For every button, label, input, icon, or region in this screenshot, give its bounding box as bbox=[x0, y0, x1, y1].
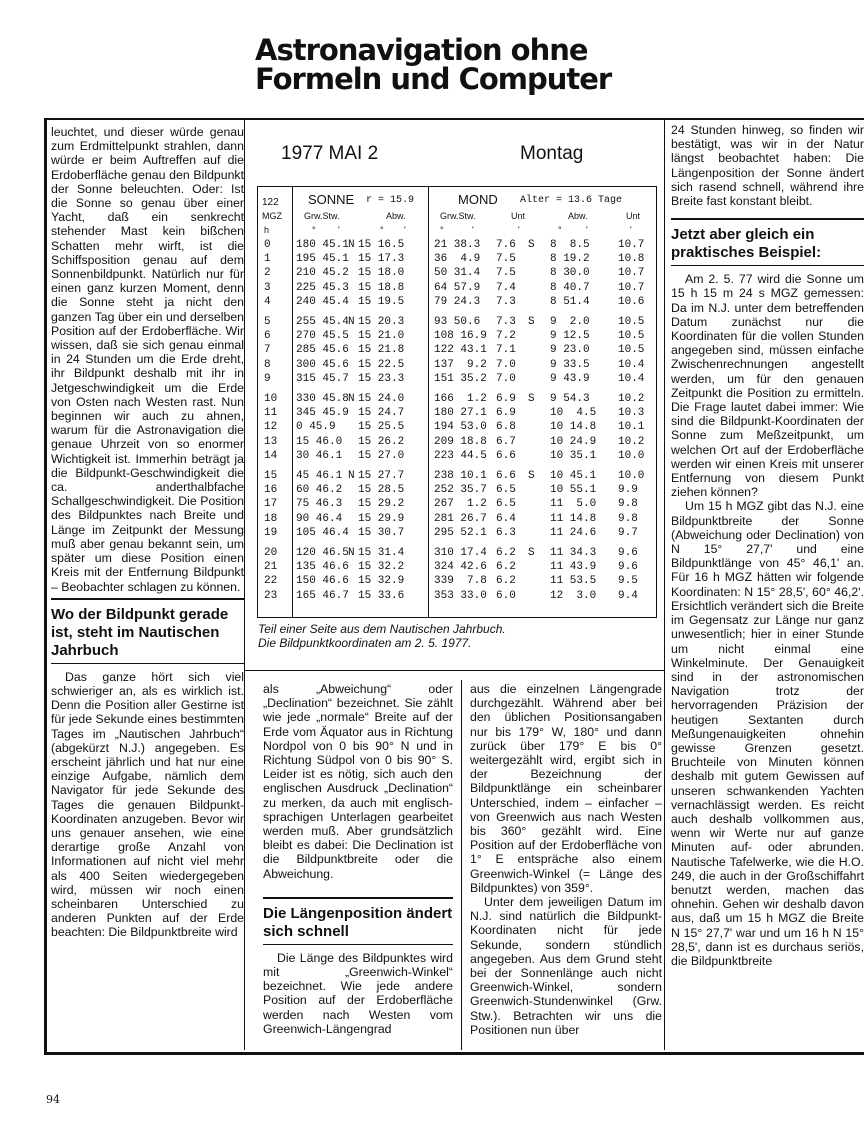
cell-sun-grw: 270 45.5 bbox=[296, 330, 349, 343]
moon-grw-header: Grw.Stw. bbox=[440, 211, 476, 221]
column-5-paragraph-2: Am 2. 5. 77 wird die Sonne um 15 h 15 m 24 s MGZ gemessen: Da im N.J. unter dem betreffenden Datum zunächst nur die Koordinaten für die vollen Stunden angegeben sind, müssen einfache Zwischenrechnungen angestellt werden, um für den genauen Zeitpunkt die Position zu ermitteln. Die Frage lautet dabei immer: Wie sind die Bildpunkt-Koordinaten der Sonne zum Meßzeitpunkt, um welchen Ort auf der Erdoberfläche werden wir einen Kreis mit unserer Entfernung von diesem Punkt ziehen können? bbox=[671, 272, 864, 500]
cell-moon-grw: 151 35.2 bbox=[434, 372, 487, 385]
almanac-table bbox=[257, 186, 657, 618]
column-1-paragraph-1: leuchtet, und dieser würde genau zum Erdmittelpunkt strahlen, dann würde er beim Auftreffen auf die Erdoberfläche genau den Bildpunkt der Sonne beleuchten. Oder: Ist die Sonne so genau über einer Yacht, daß ein senkrecht stehender Mast kein bißchen Schatten mehr wirft, ist die Schiffsposition genau auf dem Sonnenbildpunkt. Natürlich nur für einen ganz kurzen Moment, denn die Sonne steht ja nicht den ganzen Tag über ein und derselben Position auf der Erdoberfläche. Wir wissen, daß sie sich genau einmal in 24 Stunden um die Erde dreht, ihr Bildpunkt deshalb mit ihr in Jetgeschwindigkeit um die Erde von Osten nach Westen rast. Nun beginnen wir auch zu ahnen, warum für die Astronavigation die genaue Uhrzeit von so enormer Wichtigkeit ist. Immerhin beträgt ja die Bildpunkt-Geschwindigkeit die ca. anderthalbfache Schallgeschwindigkeit. Die Position des Bildpunktes nach Breite und Länge im Zeitpunkt der Messung muß aber genau bekannt sein, um später um diese Position einen Kreis mit der Entfernung Bildpunkt – Beobachter schlagen zu können. bbox=[51, 125, 244, 594]
cell-moon-unt: 6.8 bbox=[496, 421, 516, 434]
cell-hour: 9 bbox=[264, 372, 271, 385]
cell-moon-dec: 8 19.2 bbox=[550, 253, 590, 266]
page-number: 94 bbox=[46, 1093, 60, 1106]
cell-moon-grw: 21 38.3 bbox=[434, 239, 481, 251]
table-row bbox=[258, 282, 656, 296]
cell-moon-unt2: 9.5 bbox=[618, 575, 638, 588]
column-5-paragraph-1: 24 Stunden hinweg, so finden wir bestätigt, was wir in der Natur längst beobachtet haben: Die Längenposition der Sonne ändert sich rasend schnell, während ihre Breite fast konstant bleibt. bbox=[671, 123, 864, 209]
cell-sun-dec: 15 25.5 bbox=[358, 421, 405, 434]
cell-sun-grw: 135 46.6 bbox=[296, 561, 349, 574]
article-title bbox=[255, 33, 655, 96]
cell-sun-grw: 30 46.1 bbox=[296, 449, 343, 462]
table-row bbox=[258, 407, 656, 421]
cell-moon-dec: 10 45.1 bbox=[550, 470, 597, 482]
cell-hour: 2 bbox=[264, 267, 271, 280]
cell-moon-unt2: 10.5 bbox=[618, 330, 645, 343]
almanac-weekday: Montag bbox=[520, 143, 584, 164]
cell-sun-grw: 225 45.3 bbox=[296, 281, 349, 294]
cell-sun-grw: 0 45.9 bbox=[296, 421, 336, 434]
column-3-paragraph-2: Die Länge des Bildpunktes wird mit „Greenwich-Winkel“ bezeichnet. Wie jede andere Position auf der Erdoberfläche werden nach Westen vom Greenwich-Längengrad bbox=[263, 950, 453, 1036]
table-row bbox=[258, 561, 656, 575]
cell-hour: 23 bbox=[264, 589, 278, 602]
cell-moon-unt: 6.2 bbox=[496, 547, 516, 559]
cell-hour: 12 bbox=[264, 421, 278, 434]
cell-sun-dec: 15 16.5 bbox=[358, 239, 405, 251]
column-1-heading-box bbox=[51, 598, 244, 664]
cell-moon-grw: 137 9.2 bbox=[434, 358, 487, 371]
table-row bbox=[258, 450, 656, 464]
unit-h: h bbox=[264, 225, 270, 235]
cell-moon-unt: 7.0 bbox=[496, 372, 516, 385]
cell-moon-dec-sign: S bbox=[528, 316, 535, 328]
cell-moon-unt: 6.5 bbox=[496, 484, 516, 497]
caption-line-1: Teil einer Seite aus dem Nautischen Jahrbuch. bbox=[258, 622, 506, 636]
cell-moon-dec: 11 43.9 bbox=[550, 561, 597, 574]
cell-moon-unt: 7.2 bbox=[496, 330, 516, 343]
cell-moon-unt: 7.3 bbox=[496, 316, 516, 328]
cell-moon-dec: 11 53.5 bbox=[550, 575, 597, 588]
cell-moon-dec: 11 34.3 bbox=[550, 547, 597, 559]
column-5-heading: Jetzt aber gleich ein praktisches Beispiel: bbox=[671, 226, 822, 262]
cell-moon-unt: 6.6 bbox=[496, 449, 516, 462]
unit-deg-2: ° bbox=[380, 225, 384, 235]
cell-sun-grw: 195 45.1 bbox=[296, 253, 349, 266]
unit-min-2: ' bbox=[404, 225, 406, 235]
column-4 bbox=[470, 682, 662, 1037]
mgz-label: MGZ bbox=[262, 211, 282, 221]
cell-sun-dec: 15 27.7 bbox=[358, 470, 405, 482]
table-bottom-rule bbox=[244, 670, 664, 671]
table-row bbox=[258, 253, 656, 267]
cell-moon-unt2: 10.7 bbox=[618, 281, 645, 294]
cell-moon-unt2: 10.5 bbox=[618, 344, 645, 357]
cell-moon-unt: 6.9 bbox=[496, 407, 516, 420]
table-row bbox=[258, 344, 656, 358]
moon-unt-header: Unt bbox=[511, 211, 526, 221]
cell-hour: 10 bbox=[264, 393, 278, 405]
cell-moon-unt2: 9.7 bbox=[618, 526, 638, 539]
cell-hour: 4 bbox=[264, 295, 271, 308]
unit-min-6: ' bbox=[630, 225, 632, 235]
cell-moon-dec-sign: S bbox=[528, 470, 535, 482]
cell-hour: 20 bbox=[264, 547, 278, 559]
cell-moon-dec: 8 40.7 bbox=[550, 281, 590, 294]
cell-sun-dec: 15 18.8 bbox=[358, 281, 405, 294]
table-row bbox=[258, 267, 656, 281]
column-1-paragraph-2: Das ganze hört sich viel schwieriger an, als es wirklich ist. Denn die Position aller Gestirne ist für jede Sekunde eines bestimmten Tages im „Nautischen Jahrbuch“ (abgekürzt N.J.) angegeben. Es erscheint jährlich und hat nur eine einzige Aufgabe, nämlich dem Navigator für jede Sekunde des Tages die genauen Bildpunkt-Koordinaten anzugeben. Bevor wir uns genauer ansehen, wie eine derartige große Anzahl von Informationen auf nicht viel mehr als 400 Seiten wiedergegeben wird, müssen wir noch einen scheinbaren Unterschied zu anderen Punkten auf der Erde beachten: Die Bildpunktbreite wird bbox=[51, 669, 244, 940]
cell-moon-dec: 11 14.8 bbox=[550, 512, 597, 525]
cell-sun-grw: 120 46.5 bbox=[296, 547, 349, 559]
cell-sun-dec: 15 24.7 bbox=[358, 407, 405, 420]
cell-moon-unt2: 10.5 bbox=[618, 316, 645, 328]
cell-moon-dec: 11 24.6 bbox=[550, 526, 597, 539]
cell-sun-dec: 15 19.5 bbox=[358, 295, 405, 308]
cell-moon-dec: 8 51.4 bbox=[550, 295, 590, 308]
column-5 bbox=[671, 123, 864, 968]
column-3-heading: Die Längenposition ändert sich schnell bbox=[263, 904, 453, 940]
cell-sun-dec: 15 17.3 bbox=[358, 253, 405, 266]
table-row bbox=[258, 421, 656, 435]
table-row bbox=[258, 547, 656, 561]
cell-sun-dec: 15 30.7 bbox=[358, 526, 405, 539]
table-row bbox=[258, 470, 656, 484]
cell-moon-grw: 209 18.8 bbox=[434, 435, 487, 448]
cell-hour: 1 bbox=[264, 253, 271, 266]
sun-label: SONNE bbox=[308, 192, 355, 207]
cell-sun-dec-sign: N bbox=[348, 316, 355, 328]
unit-min-5: ' bbox=[586, 225, 588, 235]
cell-sun-dec: 15 26.2 bbox=[358, 435, 405, 448]
column-5-heading-box bbox=[671, 218, 864, 266]
cell-moon-unt2: 10.7 bbox=[618, 239, 645, 251]
cell-moon-grw: 281 26.7 bbox=[434, 512, 487, 525]
unit-min-1: ' bbox=[338, 225, 340, 235]
almanac-date: 1977 MAI 2 bbox=[281, 143, 379, 164]
cell-moon-dec: 9 54.3 bbox=[550, 393, 590, 405]
table-caption bbox=[258, 622, 658, 650]
cell-hour: 5 bbox=[264, 316, 271, 328]
cell-sun-grw: 90 46.4 bbox=[296, 512, 343, 525]
cell-sun-grw: 75 46.3 bbox=[296, 498, 343, 511]
cell-hour: 7 bbox=[264, 344, 271, 357]
column-4-paragraph-2: Unter dem jeweiligen Datum im N.J. sind natürlich die Bildpunkt-Koordinaten nicht für jede Sekunde, sondern stündlich angegeben. Aus dem Grund steht bei der Sonnenlänge auch nicht Greenwich-Winkel, sondern Greenwich-Stundenwinkel (Grw. Stw.). Betrachten wir uns die Positionen nun über bbox=[470, 895, 662, 1037]
cell-moon-unt2: 10.7 bbox=[618, 267, 645, 280]
table-row bbox=[258, 239, 656, 253]
sun-grw-header: Grw.Stw. bbox=[304, 211, 340, 221]
cell-sun-dec-sign: N bbox=[348, 547, 355, 559]
cell-moon-unt2: 9.8 bbox=[618, 512, 638, 525]
cell-moon-grw: 267 1.2 bbox=[434, 498, 487, 511]
table-row bbox=[258, 498, 656, 512]
unit-min-3: ' bbox=[472, 225, 474, 235]
column-rule-2 bbox=[664, 118, 665, 1050]
cell-moon-dec: 9 2.0 bbox=[550, 316, 590, 328]
cell-moon-grw: 310 17.4 bbox=[434, 547, 487, 559]
table-row bbox=[258, 330, 656, 344]
unit-deg-3: ° bbox=[440, 225, 444, 235]
cell-sun-dec: 15 27.0 bbox=[358, 449, 405, 462]
cell-moon-dec: 10 55.1 bbox=[550, 484, 597, 497]
column-3-paragraph-1: als „Abweichung“ oder „Declination“ bezeichnet. Sie zählt wie jede „normale“ Breite auf der Erde vom Äquator aus in Richtung Nordpol von 0 bis 90° N und in Richtung Südpol von 0 bis 90° S. Leider ist es nötig, sich auch den englischen Ausdruck „Declination“ zu merken, da auch mit englisch-sprachigen Unterlagen gearbeitet werden muß. Aber grundsätzlich bleibt es dabei: Die Declination ist die Bildpunktbreite oder die Abweichung. bbox=[263, 682, 453, 881]
cell-moon-grw: 93 50.6 bbox=[434, 316, 481, 328]
cell-hour: 6 bbox=[264, 330, 271, 343]
cell-moon-grw: 324 42.6 bbox=[434, 561, 487, 574]
cell-moon-grw: 108 16.9 bbox=[434, 330, 487, 343]
cell-moon-unt2: 9.8 bbox=[618, 498, 638, 511]
cell-sun-grw: 315 45.7 bbox=[296, 372, 349, 385]
cell-moon-dec: 9 12.5 bbox=[550, 330, 590, 343]
cell-hour: 16 bbox=[264, 484, 278, 497]
column-1-heading: Wo der Bildpunkt gerade ist, steht im Nautischen Jahrbuch bbox=[51, 605, 229, 659]
cell-moon-unt2: 10.0 bbox=[618, 449, 645, 462]
table-row bbox=[258, 296, 656, 310]
cell-moon-dec: 9 23.0 bbox=[550, 344, 590, 357]
unit-deg-4: ° bbox=[558, 225, 562, 235]
column-4-paragraph-1: aus die einzelnen Längengrade durchgezählt. Während aber bei den üblichen Positionsangaben nur bis 179° W, 180° und dann zurück über 179° E bis 0° weitergezählt wird, ergibt sich in der Bezeichnung der Bildpunktlänge ein scheinbarer Unterschied, indem – einfacher – von Greenwich aus nach Westen bis 360° gezählt wird. Eine Position auf der Erdoberfläche von 1° E entspräche also einem Greenwich-Winkel (= Länge des Bildpunktes) von 359°. bbox=[470, 682, 662, 895]
column-rule-3 bbox=[461, 680, 462, 1050]
cell-hour: 15 bbox=[264, 470, 278, 482]
table-row bbox=[258, 316, 656, 330]
cell-moon-dec: 10 14.8 bbox=[550, 421, 597, 434]
cell-hour: 3 bbox=[264, 281, 271, 294]
cell-moon-grw: 295 52.1 bbox=[434, 526, 487, 539]
cell-hour: 17 bbox=[264, 498, 278, 511]
unit-min-4: ' bbox=[518, 225, 520, 235]
cell-sun-dec-sign: N bbox=[348, 239, 355, 251]
cell-moon-grw: 180 27.1 bbox=[434, 407, 487, 420]
unit-deg-1: ° bbox=[312, 225, 316, 235]
cell-sun-dec: 15 18.0 bbox=[358, 267, 405, 280]
cell-moon-grw: 252 35.7 bbox=[434, 484, 487, 497]
cell-hour: 19 bbox=[264, 526, 278, 539]
cell-moon-unt2: 9.9 bbox=[618, 484, 638, 497]
cell-sun-grw: 180 45.1 bbox=[296, 239, 349, 251]
cell-moon-grw: 50 31.4 bbox=[434, 267, 481, 280]
cell-moon-unt: 7.5 bbox=[496, 267, 516, 280]
table-row bbox=[258, 359, 656, 373]
cell-sun-grw: 150 46.6 bbox=[296, 575, 349, 588]
cell-moon-unt2: 9.4 bbox=[618, 589, 638, 602]
moon-age: Alter = 13.6 Tage bbox=[520, 195, 623, 206]
cell-moon-dec: 11 5.0 bbox=[550, 498, 597, 511]
cell-sun-dec: 15 22.5 bbox=[358, 358, 405, 371]
cell-moon-dec: 8 30.0 bbox=[550, 267, 590, 280]
moon-unt2-header: Unt bbox=[626, 211, 641, 221]
cell-sun-grw: 285 45.6 bbox=[296, 344, 349, 357]
cell-moon-unt2: 10.2 bbox=[618, 435, 645, 448]
moon-label: MOND bbox=[458, 192, 498, 207]
cell-sun-grw: 345 45.9 bbox=[296, 407, 349, 420]
cell-moon-dec: 10 35.1 bbox=[550, 449, 597, 462]
cell-moon-dec: 10 24.9 bbox=[550, 435, 597, 448]
cell-moon-unt: 6.4 bbox=[496, 512, 516, 525]
table-row bbox=[258, 575, 656, 589]
cell-sun-grw: 45 46.1 bbox=[296, 470, 343, 482]
column-3-heading-box bbox=[263, 897, 453, 945]
cell-moon-unt: 6.9 bbox=[496, 393, 516, 405]
cell-sun-grw: 15 46.0 bbox=[296, 435, 343, 448]
cell-sun-dec: 15 21.8 bbox=[358, 344, 405, 357]
table-row bbox=[258, 393, 656, 407]
table-row bbox=[258, 513, 656, 527]
cell-sun-dec: 15 29.9 bbox=[358, 512, 405, 525]
cell-moon-dec-sign: S bbox=[528, 393, 535, 405]
cell-moon-unt: 7.6 bbox=[496, 239, 516, 251]
day-number: 122 bbox=[262, 197, 279, 208]
table-row bbox=[258, 484, 656, 498]
cell-moon-unt2: 10.4 bbox=[618, 372, 645, 385]
table-row bbox=[258, 373, 656, 387]
cell-moon-unt2: 9.6 bbox=[618, 561, 638, 574]
cell-moon-unt2: 10.8 bbox=[618, 253, 645, 266]
cell-moon-dec: 9 33.5 bbox=[550, 358, 590, 371]
cell-moon-grw: 339 7.8 bbox=[434, 575, 487, 588]
table-row bbox=[258, 527, 656, 541]
cell-moon-unt2: 10.0 bbox=[618, 470, 645, 482]
cell-sun-dec-sign: N bbox=[348, 470, 355, 482]
cell-sun-grw: 300 45.6 bbox=[296, 358, 349, 371]
cell-moon-grw: 353 33.0 bbox=[434, 589, 487, 602]
cell-moon-grw: 79 24.3 bbox=[434, 295, 481, 308]
title-line-2: Formeln und Computer bbox=[255, 62, 612, 96]
cell-hour: 13 bbox=[264, 435, 278, 448]
cell-sun-dec: 15 20.3 bbox=[358, 316, 405, 328]
column-1 bbox=[51, 125, 244, 940]
cell-sun-dec-sign: N bbox=[348, 393, 355, 405]
cell-hour: 11 bbox=[264, 407, 278, 420]
sun-abw-header: Abw. bbox=[386, 211, 406, 221]
cell-moon-unt: 6.0 bbox=[496, 589, 516, 602]
cell-moon-grw: 238 10.1 bbox=[434, 470, 487, 482]
title-line-1: Astronavigation ohne bbox=[255, 33, 588, 67]
cell-moon-dec: 9 43.9 bbox=[550, 372, 590, 385]
cell-moon-grw: 223 44.5 bbox=[434, 449, 487, 462]
table-row bbox=[258, 436, 656, 450]
cell-sun-grw: 165 46.7 bbox=[296, 589, 349, 602]
cell-moon-unt: 6.5 bbox=[496, 498, 516, 511]
cell-moon-unt2: 10.2 bbox=[618, 393, 645, 405]
cell-moon-dec: 8 8.5 bbox=[550, 239, 590, 251]
cell-sun-dec: 15 21.0 bbox=[358, 330, 405, 343]
cell-hour: 0 bbox=[264, 239, 271, 251]
column-rule-1 bbox=[244, 118, 245, 1050]
cell-moon-unt: 6.6 bbox=[496, 470, 516, 482]
cell-moon-unt2: 10.3 bbox=[618, 407, 645, 420]
cell-moon-unt: 6.3 bbox=[496, 526, 516, 539]
cell-moon-unt: 7.3 bbox=[496, 295, 516, 308]
cell-moon-unt2: 9.6 bbox=[618, 547, 638, 559]
cell-sun-grw: 255 45.4 bbox=[296, 316, 349, 328]
cell-moon-unt: 6.7 bbox=[496, 435, 516, 448]
cell-sun-grw: 330 45.8 bbox=[296, 393, 349, 405]
cell-moon-unt2: 10.1 bbox=[618, 421, 645, 434]
cell-moon-dec: 12 3.0 bbox=[550, 589, 597, 602]
cell-sun-grw: 240 45.4 bbox=[296, 295, 349, 308]
cell-moon-unt: 7.1 bbox=[496, 344, 516, 357]
cell-sun-grw: 60 46.2 bbox=[296, 484, 343, 497]
cell-sun-dec: 15 23.3 bbox=[358, 372, 405, 385]
cell-moon-unt: 7.0 bbox=[496, 358, 516, 371]
cell-hour: 18 bbox=[264, 512, 278, 525]
cell-moon-dec-sign: S bbox=[528, 547, 535, 559]
cell-sun-dec: 15 32.2 bbox=[358, 561, 405, 574]
cell-moon-grw: 194 53.0 bbox=[434, 421, 487, 434]
cell-moon-unt: 7.5 bbox=[496, 253, 516, 266]
cell-moon-dec: 10 4.5 bbox=[550, 407, 597, 420]
cell-sun-dec: 15 33.6 bbox=[358, 589, 405, 602]
cell-moon-unt: 6.2 bbox=[496, 575, 516, 588]
cell-sun-dec: 15 29.2 bbox=[358, 498, 405, 511]
moon-abw-header: Abw. bbox=[568, 211, 588, 221]
cell-moon-grw: 36 4.9 bbox=[434, 253, 481, 266]
cell-sun-dec: 15 31.4 bbox=[358, 547, 405, 559]
cell-hour: 22 bbox=[264, 575, 278, 588]
cell-sun-dec: 15 32.9 bbox=[358, 575, 405, 588]
column-3 bbox=[263, 682, 453, 1036]
cell-moon-unt2: 10.4 bbox=[618, 358, 645, 371]
cell-moon-dec-sign: S bbox=[528, 239, 535, 251]
cell-sun-dec: 15 28.5 bbox=[358, 484, 405, 497]
sun-radius: r = 15.9 bbox=[366, 195, 415, 206]
cell-sun-grw: 210 45.2 bbox=[296, 267, 349, 280]
cell-hour: 8 bbox=[264, 358, 271, 371]
cell-moon-unt2: 10.6 bbox=[618, 295, 645, 308]
cell-moon-grw: 122 43.1 bbox=[434, 344, 487, 357]
caption-line-2: Die Bildpunktkoordinaten am 2. 5. 1977. bbox=[258, 636, 472, 650]
column-5-paragraph-3: Um 15 h MGZ gibt das N.J. eine Bildpunktbreite der Sonne (Abweichung oder Declination) von N 15° 27,7' und eine Bildpunktlänge von 45° 46,1' an. Für 16 h MGZ hätten wir folgende Koordinaten: N 15° 28,5', 60° 46,2'. Ersichtlich verändert sich die Breite im Gegensatz zur Länge nur ganz unwesentlich; hier in einer Stunde um nicht einmal eine Winkelminute. Der Genauigkeit sind in der astronomischen Navigation trotz der hervorragenden Präzision der heutigen Sextanten durch Meßungenauigkeiten ohnehin gewisse Grenzen gesetzt. Bruchteile von Minuten können deshalb mit gutem Gewissen auf unseren schwankenden Yachten vernachlässigt werden. Es reicht auch deshalb vollkommen aus, wenn wir Werte nur auf ganze Minuten auf- oder abrunden. Nautische Tafelwerke, wie die H.O. 249, die auch in der Großschiffahrt benutzt werden, machen das ohnehin. Gehen wir deshalb davon aus, daß um 15 h MGZ die Breite N 15° 27,7' war und um 16 h N 15° 28,5', dann ist es durchaus seriös, die Bildpunktbreite bbox=[671, 499, 864, 968]
cell-moon-grw: 166 1.2 bbox=[434, 393, 487, 405]
cell-moon-unt: 7.4 bbox=[496, 281, 516, 294]
cell-sun-grw: 105 46.4 bbox=[296, 526, 349, 539]
cell-moon-grw: 64 57.9 bbox=[434, 281, 481, 294]
cell-hour: 21 bbox=[264, 561, 278, 574]
cell-hour: 14 bbox=[264, 449, 278, 462]
cell-sun-dec: 15 24.0 bbox=[358, 393, 405, 405]
table-row bbox=[258, 590, 656, 604]
cell-moon-unt: 6.2 bbox=[496, 561, 516, 574]
